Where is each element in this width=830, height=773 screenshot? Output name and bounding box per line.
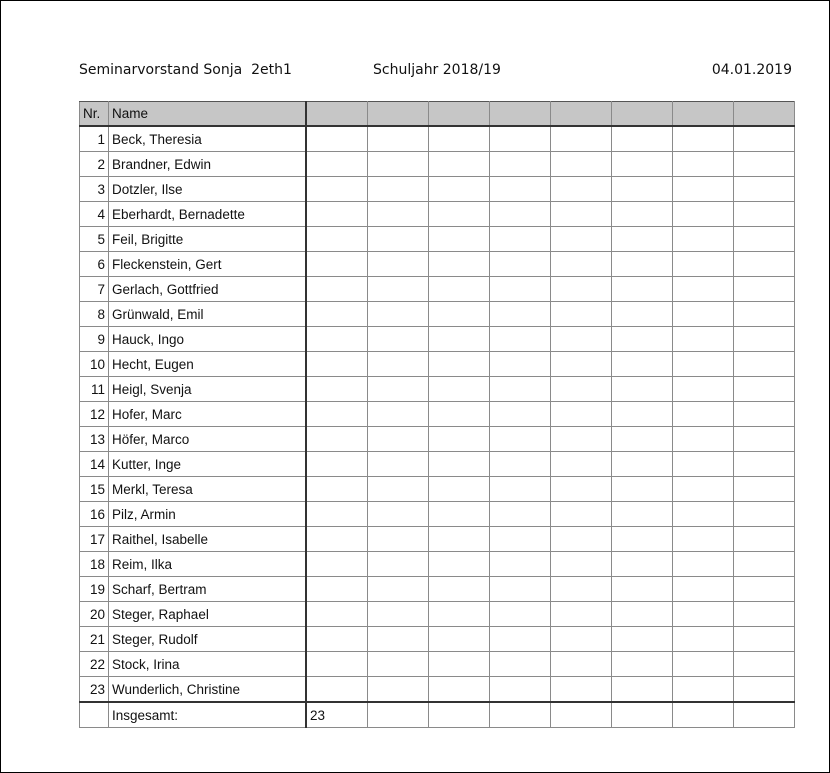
blank-cell	[368, 327, 429, 352]
column-header-blank	[490, 102, 551, 127]
blank-cell	[429, 627, 490, 652]
blank-cell	[551, 277, 612, 302]
blank-cell	[612, 552, 673, 577]
blank-cell	[306, 502, 368, 527]
row-number: 18	[80, 552, 109, 577]
row-number: 11	[80, 377, 109, 402]
blank-cell	[551, 427, 612, 452]
blank-cell	[551, 502, 612, 527]
blank-cell	[429, 452, 490, 477]
blank-cell	[490, 302, 551, 327]
blank-cell	[734, 577, 795, 602]
column-header-blank	[673, 102, 734, 127]
blank-cell	[490, 352, 551, 377]
student-name: Heigl, Svenja	[109, 377, 307, 402]
class-info: Seminarvorstand Sonja 2eth1	[79, 62, 292, 78]
blank-cell	[734, 177, 795, 202]
student-name: Brandner, Edwin	[109, 152, 307, 177]
blank-cell	[734, 277, 795, 302]
table-row	[80, 126, 795, 152]
blank-cell	[306, 252, 368, 277]
blank-cell	[429, 352, 490, 377]
blank-cell	[551, 177, 612, 202]
row-number: 21	[80, 627, 109, 652]
blank-cell	[673, 627, 734, 652]
blank-cell	[612, 277, 673, 302]
blank-cell	[490, 527, 551, 552]
column-header-blank	[306, 102, 368, 127]
student-name: Hofer, Marc	[109, 402, 307, 427]
blank-cell	[673, 452, 734, 477]
blank-cell	[551, 126, 612, 152]
student-name: Beck, Theresia	[109, 126, 307, 152]
blank-cell	[734, 302, 795, 327]
blank-cell	[490, 277, 551, 302]
table-row	[80, 202, 795, 227]
blank-cell	[368, 502, 429, 527]
student-name: Merkl, Teresa	[109, 477, 307, 502]
student-name: Steger, Rudolf	[109, 627, 307, 652]
blank-cell	[368, 602, 429, 627]
column-header-nr: Nr.	[80, 102, 109, 127]
blank-cell	[368, 352, 429, 377]
column-header-blank	[368, 102, 429, 127]
blank-cell	[429, 402, 490, 427]
blank-cell	[673, 552, 734, 577]
table-row	[80, 177, 795, 202]
table-row	[80, 577, 795, 602]
blank-cell	[551, 302, 612, 327]
blank-cell	[673, 126, 734, 152]
blank-cell	[734, 677, 795, 703]
page-header	[79, 62, 792, 82]
column-header-blank	[551, 102, 612, 127]
blank-cell	[306, 527, 368, 552]
student-name: Fleckenstein, Gert	[109, 252, 307, 277]
row-number: 6	[80, 252, 109, 277]
student-roster-table	[79, 101, 795, 728]
blank-cell	[734, 327, 795, 352]
blank-cell	[429, 477, 490, 502]
row-number: 2	[80, 152, 109, 177]
blank-cell	[368, 702, 429, 728]
table-row	[80, 227, 795, 252]
blank-cell	[429, 652, 490, 677]
table-row	[80, 677, 795, 703]
blank-cell	[490, 402, 551, 427]
blank-cell	[490, 377, 551, 402]
row-number: 3	[80, 177, 109, 202]
blank-cell	[673, 702, 734, 728]
table-row	[80, 352, 795, 377]
blank-cell	[306, 552, 368, 577]
table-header-row	[80, 102, 795, 127]
blank-cell	[306, 202, 368, 227]
blank-cell	[612, 377, 673, 402]
column-header-blank	[429, 102, 490, 127]
table-row	[80, 552, 795, 577]
blank-cell	[673, 252, 734, 277]
blank-cell	[551, 627, 612, 652]
table-row	[80, 152, 795, 177]
blank-cell	[368, 177, 429, 202]
row-number: 12	[80, 402, 109, 427]
student-name: Steger, Raphael	[109, 602, 307, 627]
blank-cell	[490, 652, 551, 677]
blank-cell	[429, 677, 490, 703]
blank-cell	[551, 527, 612, 552]
column-header-blank	[734, 102, 795, 127]
column-header-blank	[612, 102, 673, 127]
row-number: 15	[80, 477, 109, 502]
row-number: 14	[80, 452, 109, 477]
blank-cell	[490, 602, 551, 627]
blank-cell	[673, 502, 734, 527]
blank-cell	[490, 452, 551, 477]
blank-cell	[612, 202, 673, 227]
blank-cell	[490, 252, 551, 277]
blank-cell	[734, 252, 795, 277]
blank-cell	[551, 252, 612, 277]
blank-cell	[490, 427, 551, 452]
blank-cell	[551, 202, 612, 227]
blank-cell	[734, 402, 795, 427]
print-date: 04.01.2019	[711, 62, 792, 78]
table-row	[80, 277, 795, 302]
blank-cell	[673, 302, 734, 327]
student-name: Feil, Brigitte	[109, 227, 307, 252]
blank-cell	[429, 427, 490, 452]
blank-cell	[551, 352, 612, 377]
blank-cell	[673, 377, 734, 402]
blank-cell	[734, 627, 795, 652]
blank-cell	[673, 327, 734, 352]
blank-cell	[429, 202, 490, 227]
blank-cell	[306, 177, 368, 202]
table-row	[80, 602, 795, 627]
blank-cell	[490, 477, 551, 502]
student-name: Höfer, Marco	[109, 427, 307, 452]
blank-cell	[306, 452, 368, 477]
blank-cell	[368, 277, 429, 302]
blank-cell	[734, 452, 795, 477]
student-name: Wunderlich, Christine	[109, 677, 307, 703]
student-name: Reim, Ilka	[109, 552, 307, 577]
blank-cell	[551, 452, 612, 477]
blank-cell	[612, 152, 673, 177]
blank-cell	[612, 327, 673, 352]
blank-cell	[306, 677, 368, 703]
blank-cell	[673, 152, 734, 177]
blank-cell	[429, 502, 490, 527]
blank-cell	[368, 227, 429, 252]
blank-cell	[306, 302, 368, 327]
blank-cell	[368, 252, 429, 277]
blank-cell	[306, 402, 368, 427]
row-number: 8	[80, 302, 109, 327]
blank-cell	[612, 252, 673, 277]
blank-cell	[368, 302, 429, 327]
blank-cell	[429, 527, 490, 552]
blank-cell	[734, 552, 795, 577]
row-number: 20	[80, 602, 109, 627]
blank-cell	[612, 652, 673, 677]
blank-cell	[368, 402, 429, 427]
blank-cell	[673, 227, 734, 252]
student-name: Pilz, Armin	[109, 502, 307, 527]
blank-cell	[734, 352, 795, 377]
blank-cell	[306, 327, 368, 352]
blank-cell	[612, 477, 673, 502]
blank-cell	[368, 577, 429, 602]
row-number: 7	[80, 277, 109, 302]
row-number: 10	[80, 352, 109, 377]
school-year: Schuljahr 2018/19	[373, 62, 501, 78]
blank-cell	[490, 327, 551, 352]
blank-cell	[551, 677, 612, 703]
blank-cell	[551, 477, 612, 502]
blank-cell	[551, 152, 612, 177]
blank-cell	[612, 427, 673, 452]
blank-cell	[306, 577, 368, 602]
blank-cell	[368, 202, 429, 227]
table-row	[80, 452, 795, 477]
blank-cell	[429, 702, 490, 728]
column-header-name: Name	[109, 102, 307, 127]
student-name: Hecht, Eugen	[109, 352, 307, 377]
blank-cell	[551, 552, 612, 577]
table-row	[80, 327, 795, 352]
blank-cell	[306, 126, 368, 152]
table-row	[80, 502, 795, 527]
blank-cell	[612, 352, 673, 377]
blank-cell	[734, 126, 795, 152]
blank-cell	[429, 577, 490, 602]
row-number: 13	[80, 427, 109, 452]
blank-cell	[612, 126, 673, 152]
table-row	[80, 252, 795, 277]
blank-cell	[490, 227, 551, 252]
student-name: Grünwald, Emil	[109, 302, 307, 327]
blank-cell	[368, 126, 429, 152]
blank-cell	[306, 352, 368, 377]
blank-cell	[612, 502, 673, 527]
student-name: Gerlach, Gottfried	[109, 277, 307, 302]
blank-cell	[673, 527, 734, 552]
blank-cell	[368, 427, 429, 452]
blank-cell	[673, 177, 734, 202]
total-count: 23	[306, 702, 368, 728]
blank-cell	[306, 602, 368, 627]
blank-cell	[368, 527, 429, 552]
blank-cell	[368, 552, 429, 577]
blank-cell	[734, 202, 795, 227]
blank-cell	[551, 402, 612, 427]
blank-cell	[429, 177, 490, 202]
blank-cell	[490, 577, 551, 602]
student-name: Kutter, Inge	[109, 452, 307, 477]
blank-cell	[306, 627, 368, 652]
blank-cell	[368, 652, 429, 677]
student-name: Stock, Irina	[109, 652, 307, 677]
blank-cell	[673, 402, 734, 427]
blank-cell	[490, 627, 551, 652]
blank-cell	[673, 602, 734, 627]
blank-cell	[429, 377, 490, 402]
blank-cell	[734, 527, 795, 552]
blank-cell	[734, 427, 795, 452]
table-row	[80, 477, 795, 502]
blank-cell	[734, 377, 795, 402]
blank-cell	[612, 527, 673, 552]
blank-cell	[551, 652, 612, 677]
blank-cell	[368, 152, 429, 177]
blank-cell	[673, 352, 734, 377]
blank-cell	[429, 227, 490, 252]
blank-cell	[551, 577, 612, 602]
table-row	[80, 652, 795, 677]
blank-cell	[429, 126, 490, 152]
blank-cell	[490, 502, 551, 527]
blank-cell	[734, 152, 795, 177]
blank-cell	[551, 377, 612, 402]
blank-cell	[734, 477, 795, 502]
blank-cell	[551, 227, 612, 252]
blank-cell	[673, 202, 734, 227]
blank-cell	[612, 452, 673, 477]
blank-cell	[306, 652, 368, 677]
table-row	[80, 427, 795, 452]
blank-cell	[429, 252, 490, 277]
blank-cell	[368, 627, 429, 652]
student-name: Hauck, Ingo	[109, 327, 307, 352]
student-name: Scharf, Bertram	[109, 577, 307, 602]
blank-cell	[429, 552, 490, 577]
blank-cell	[612, 177, 673, 202]
blank-cell	[612, 602, 673, 627]
blank-cell	[551, 702, 612, 728]
blank-cell	[612, 302, 673, 327]
blank-cell	[551, 602, 612, 627]
blank-cell	[612, 627, 673, 652]
blank-cell	[734, 502, 795, 527]
blank-cell	[490, 126, 551, 152]
blank-cell	[306, 427, 368, 452]
blank-cell	[368, 677, 429, 703]
blank-cell	[734, 602, 795, 627]
blank-cell	[490, 177, 551, 202]
blank-cell	[612, 702, 673, 728]
row-number: 16	[80, 502, 109, 527]
blank-cell	[612, 577, 673, 602]
blank-cell	[734, 652, 795, 677]
row-number: 23	[80, 677, 109, 703]
table-row	[80, 402, 795, 427]
student-name: Eberhardt, Bernadette	[109, 202, 307, 227]
blank-cell	[368, 452, 429, 477]
blank-cell	[306, 477, 368, 502]
blank-cell	[306, 152, 368, 177]
student-name: Raithel, Isabelle	[109, 527, 307, 552]
blank-cell	[429, 602, 490, 627]
blank-cell	[306, 277, 368, 302]
row-number: 22	[80, 652, 109, 677]
blank-cell	[673, 677, 734, 703]
blank-cell	[734, 227, 795, 252]
blank-cell	[490, 702, 551, 728]
student-name: Dotzler, Ilse	[109, 177, 307, 202]
blank-cell	[673, 277, 734, 302]
blank-cell	[429, 277, 490, 302]
row-number: 17	[80, 527, 109, 552]
row-number: 9	[80, 327, 109, 352]
table-row	[80, 377, 795, 402]
blank-cell	[490, 202, 551, 227]
total-label: Insgesamt:	[109, 702, 307, 728]
row-number: 19	[80, 577, 109, 602]
blank-cell	[490, 552, 551, 577]
blank-cell	[673, 652, 734, 677]
row-number: 5	[80, 227, 109, 252]
row-number: 1	[80, 126, 109, 152]
blank-cell	[612, 227, 673, 252]
blank-cell	[551, 327, 612, 352]
blank-cell	[673, 477, 734, 502]
blank-cell	[734, 702, 795, 728]
blank-cell	[612, 677, 673, 703]
blank-cell	[429, 327, 490, 352]
total-nr-cell	[80, 702, 109, 728]
blank-cell	[429, 152, 490, 177]
blank-cell	[490, 152, 551, 177]
table-body	[80, 126, 795, 728]
blank-cell	[368, 477, 429, 502]
total-row	[80, 702, 795, 728]
table-row	[80, 527, 795, 552]
blank-cell	[306, 227, 368, 252]
blank-cell	[490, 677, 551, 703]
table-row	[80, 302, 795, 327]
blank-cell	[306, 377, 368, 402]
table-row	[80, 627, 795, 652]
blank-cell	[612, 402, 673, 427]
row-number: 4	[80, 202, 109, 227]
blank-cell	[673, 427, 734, 452]
blank-cell	[368, 377, 429, 402]
blank-cell	[429, 302, 490, 327]
blank-cell	[673, 577, 734, 602]
